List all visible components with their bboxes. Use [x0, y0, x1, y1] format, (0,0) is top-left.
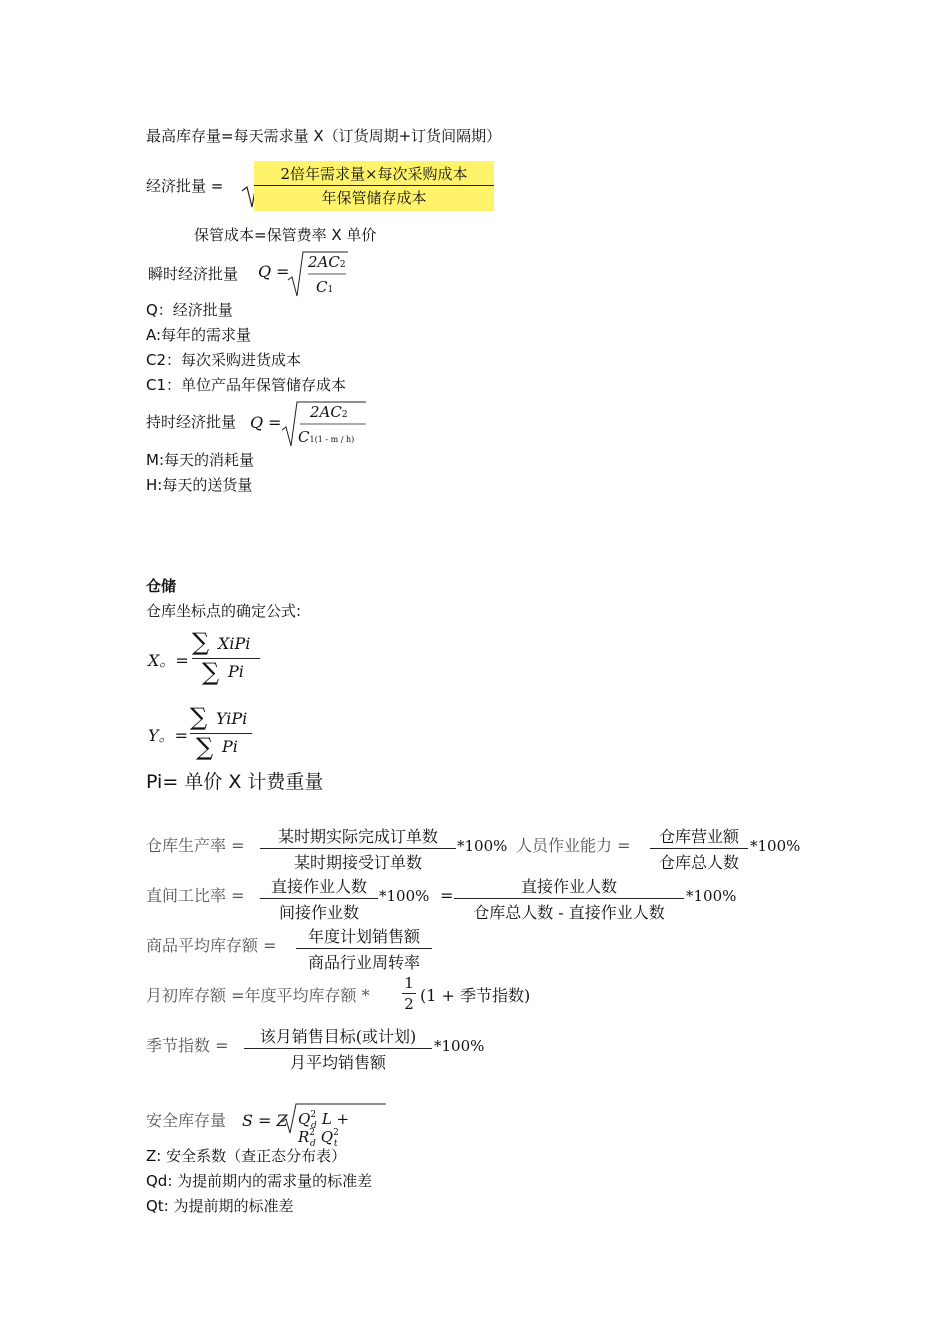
staff-capacity-label: 人员作业能力 =	[516, 836, 631, 855]
staff-capacity-fraction: 仓库营业额 仓库总人数	[650, 824, 748, 873]
pi-definition: Pi= 单价 X 计费重量	[146, 771, 324, 793]
direct-ratio-label: 直间工比率 =	[146, 886, 245, 905]
eoq-formula	[238, 159, 496, 211]
continuous-eoq-label: 持时经济批量	[146, 413, 237, 431]
productivity-label: 仓库生产率 =	[146, 836, 245, 855]
max-stock-formula: 最高库存量=每天需求量 X（订货周期+订货间隔期）	[146, 127, 502, 145]
safety-stock-formula: S = Z $Q^2_d$ $L + R^2_d$ $Q^2_t$	[242, 1100, 392, 1140]
continuous-eoq-formula: Q = 2AC2 C1(1 - m / h)	[248, 400, 373, 450]
season-index-fraction: 该月销售目标(或计划) 月平均销售额	[244, 1024, 432, 1073]
z-definition: Z: 安全系数（查正态分布表）	[146, 1147, 347, 1165]
qt-definition: Qt: 为提前期的标准差	[146, 1197, 294, 1215]
avg-stock-label: 商品平均库存额 =	[146, 936, 277, 955]
direct-ratio-fraction: 直接作业人数 间接作业数	[260, 874, 378, 923]
safety-stock-label: 安全库存量	[146, 1111, 227, 1130]
instant-eoq-label: 瞬时经济批量	[148, 265, 239, 283]
y-coordinate-formula: Y。= ∑ YiPi ∑ Pi	[146, 705, 286, 765]
c2-definition: C2：每次采购进货成本	[146, 351, 302, 369]
season-index-label: 季节指数 =	[146, 1036, 229, 1055]
qd-definition: Qd: 为提前期内的需求量的标准差	[146, 1172, 373, 1190]
h-definition: H:每天的送货量	[146, 476, 253, 494]
storage-heading: 仓储	[146, 577, 177, 595]
x-coordinate-formula: X。= ∑ XiPi ∑ Pi	[146, 630, 286, 690]
half-fraction: 1 2	[402, 974, 416, 1013]
coordinate-formula-title: 仓库坐标点的确定公式:	[146, 602, 302, 620]
direct-ratio-fraction-2: 直接作业人数 仓库总人数 - 直接作业人数	[454, 874, 684, 923]
productivity-fraction: 某时期实际完成订单数 某时期接受订单数	[260, 824, 456, 873]
m-definition: M:每天的消耗量	[146, 451, 254, 469]
month-stock-label: 月初库存额 =年度平均库存额 *	[146, 986, 370, 1005]
q-definition: Q：经济批量	[146, 301, 233, 319]
a-definition: A:每年的需求量	[146, 326, 252, 344]
eoq-label: 经济批量 =	[146, 177, 224, 195]
holding-cost-formula: 保管成本=保管费率 X 单价	[194, 226, 377, 244]
eoq-denominator: 年保管储存成本	[321, 189, 427, 207]
instant-eoq-formula: Q = 2AC2 C1	[256, 250, 356, 300]
eoq-numerator: 2倍年需求量×每次采购成本	[280, 165, 468, 183]
avg-stock-fraction: 年度计划销售额 商品行业周转率	[296, 924, 432, 973]
c1-definition: C1：单位产品年保管储存成本	[146, 376, 347, 394]
